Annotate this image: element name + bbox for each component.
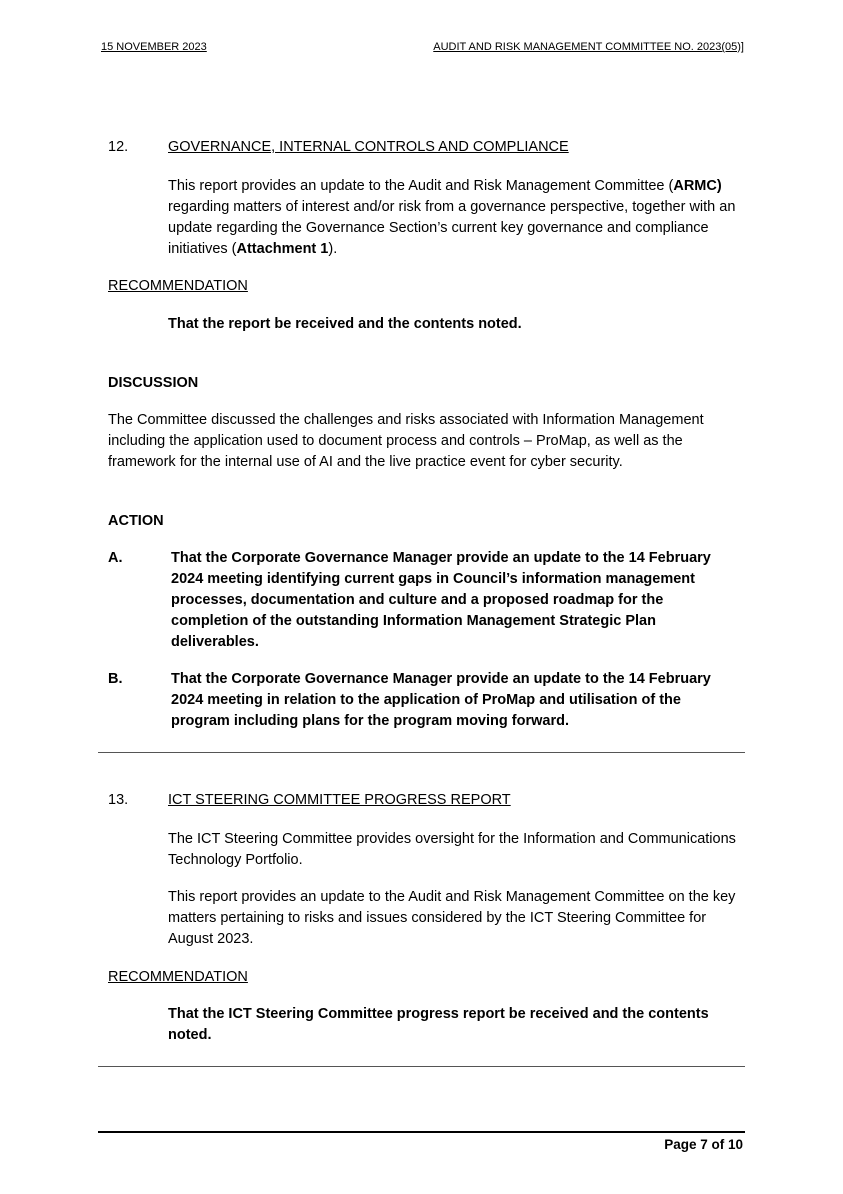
action-heading: ACTION xyxy=(108,513,164,529)
item-12-body-part3: ). xyxy=(328,241,338,257)
footer-rule xyxy=(98,1131,745,1133)
discussion-text: The Committee discussed the challenges and risks associated with Information Management including the application used to document process and controls – ProMap, as well as the framework for the internal use of AI and the live practice event for cyber security. xyxy=(108,412,704,470)
item-13-para-1: The ICT Steering Committee provides oversight for the Information and Communications Technology Portfolio. xyxy=(168,831,736,868)
header-committee: AUDIT AND RISK MANAGEMENT COMMITTEE NO. 2023(05)] xyxy=(433,41,744,53)
item-12-attachment: Attachment 1 xyxy=(236,241,329,257)
action-a-text: That the Corporate Governance Manager provide an update to the 14 February 2024 meeting identifying current gaps in Council’s information management processes, documentation and culture and a proposed roadmap for the completion of the outstanding Information Management Strategic Plan deliverables. xyxy=(171,550,711,650)
discussion-heading: DISCUSSION xyxy=(108,375,199,391)
item-12-body-part1: This report provides an update to the Audit and Risk Management Committee ( xyxy=(168,178,674,194)
section-divider xyxy=(98,752,745,753)
item-12-recommendation-heading: RECOMMENDATION xyxy=(108,278,248,294)
item-12-number: 12. xyxy=(108,139,129,155)
page-number: Page 7 of 10 xyxy=(664,1137,743,1152)
header-date: 15 NOVEMBER 2023 xyxy=(101,41,207,53)
item-12-armc: ARMC) xyxy=(673,178,722,194)
action-b-letter: B. xyxy=(108,671,123,687)
action-a-letter: A. xyxy=(108,550,123,566)
item-13-title: ICT STEERING COMMITTEE PROGRESS REPORT xyxy=(168,792,511,808)
item-13-recommendation-heading: RECOMMENDATION xyxy=(108,969,248,985)
item-13-para-2: This report provides an update to the Audit and Risk Management Committee on the key matters pertaining to risks and issues considered by the ICT Steering Committee for August 2023. xyxy=(168,889,736,947)
item-12-body-part2: regarding matters of interest and/or risk from a governance perspective, together with an update regarding the Governance Section’s current key governance and compliance initiatives ( xyxy=(168,199,736,257)
item-12-recommendation: That the report be received and the contents noted. xyxy=(168,316,522,332)
item-12-title: GOVERNANCE, INTERNAL CONTROLS AND COMPLIANCE xyxy=(168,139,569,155)
section-divider-2 xyxy=(98,1066,745,1067)
item-13-number: 13. xyxy=(108,792,129,808)
item-12-body xyxy=(168,176,738,260)
item-13-recommendation: That the ICT Steering Committee progress report be received and the contents noted. xyxy=(168,1006,709,1043)
action-b-text: That the Corporate Governance Manager provide an update to the 14 February 2024 meeting in relation to the application of ProMap and utilisation of the program including plans for the program moving forward. xyxy=(171,671,711,729)
